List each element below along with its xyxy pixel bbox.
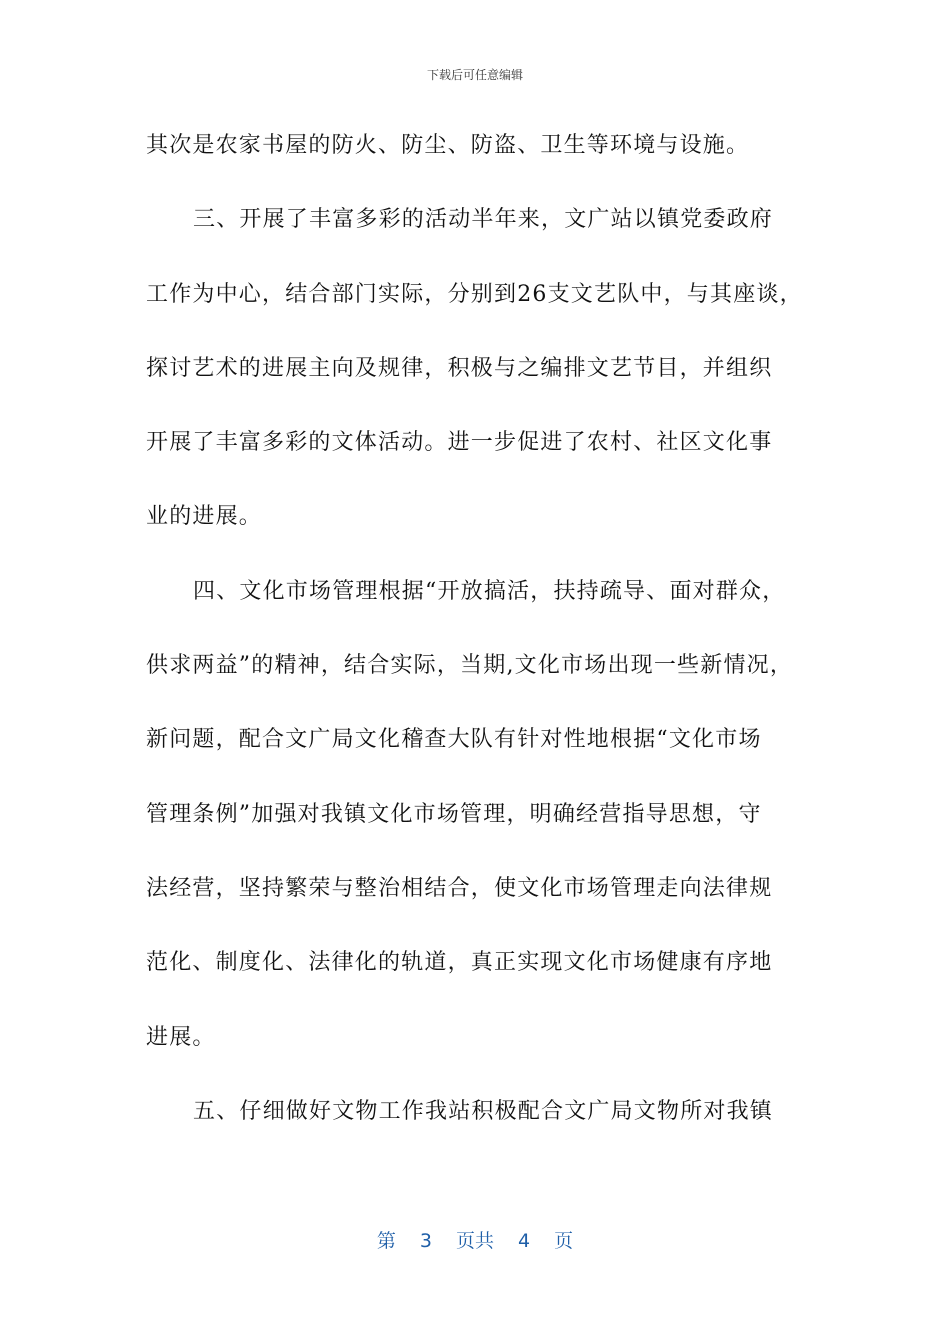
- page-prefix: 第: [376, 1230, 396, 1252]
- page-header-note: 下载后可任意编辑: [426, 68, 523, 82]
- page-total: 4: [518, 1230, 531, 1252]
- text-line: 探讨艺术的进展主向及规律，积极与之编排文艺节目，并组织: [146, 355, 773, 381]
- text-line: 开展了丰富多彩的文体活动。进一步促进了农村、社区文化事: [146, 430, 773, 456]
- text-line: 管理条例”加强对我镇文化市场管理，明确经营指导思想，守: [146, 801, 762, 827]
- paragraph-3-start: 三、开展了丰富多彩的活动半年来，文广站以镇党委政府: [193, 207, 774, 233]
- paragraph-4-start: 四、文化市场管理根据“开放搞活，扶持疏导、面对群众，: [193, 578, 786, 604]
- paragraph-5-start: 五、仔细做好文物工作我站积极配合文广局文物所对我镇: [193, 1098, 774, 1124]
- page-number-footer: [0, 1226, 950, 1253]
- text-line: 供求两益”的精神，结合实际，当期,文化市场出现一些新情况，: [146, 653, 794, 679]
- text-line: 其次是农家书屋的防火、防尘、防盗、卫生等环境与设施。: [146, 133, 750, 158]
- text-line: 业的进展。: [146, 504, 263, 530]
- page-suffix: 页: [554, 1230, 574, 1252]
- text-line: 进展。: [146, 1024, 216, 1050]
- text-line: 范化、制度化、法律化的轨道，真正实现文化市场健康有序地: [146, 950, 773, 976]
- page-current: 3: [419, 1230, 432, 1252]
- page-middle: 页共: [455, 1230, 494, 1252]
- text-line: 工作为中心，结合部门实际，分别到26支文艺队中，与其座谈，: [146, 281, 803, 307]
- document-body: [146, 124, 818, 1164]
- text-line: 法经营，坚持繁荣与整治相结合，使文化市场管理走向法律规: [146, 875, 773, 901]
- text-line: 新问题，配合文广局文化稽查大队有针对性地根据“文化市场: [146, 727, 762, 753]
